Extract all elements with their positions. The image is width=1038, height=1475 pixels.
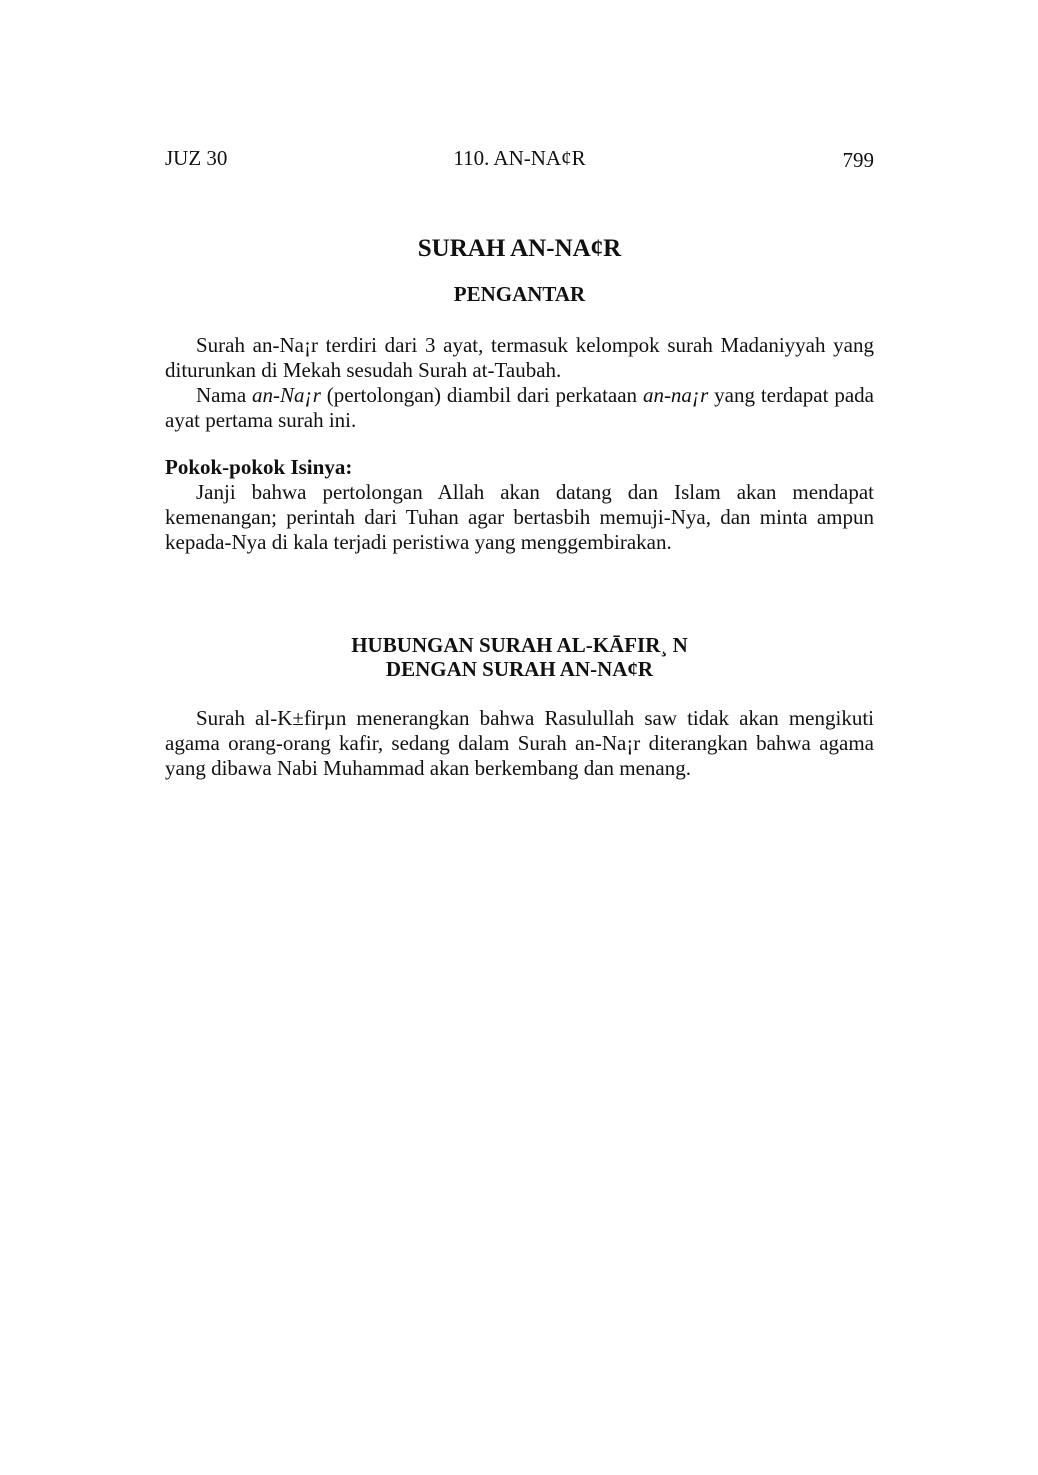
relation-heading-line-1: HUBUNGAN SURAH AL-KĀFIR¸ N: [351, 633, 688, 658]
running-header: [165, 140, 874, 180]
intro-p2-text-a: Nama: [196, 383, 253, 408]
intro-p2-text-e: yang terdapat pada ayat pertama surah ini.: [165, 383, 874, 433]
relation-paragraph: Surah al-K±firµn menerangkan bahwa Rasulullah saw tidak akan mengikuti agama orang-orang kafir, sedang dalam Surah an-Na¡r diterangkan bahwa agama yang dibawa Nabi Muhammad akan berkembang dan menang.: [165, 706, 874, 781]
chapter-label: 110. AN-NA¢R: [453, 146, 586, 170]
juz-label: JUZ 30: [165, 146, 228, 170]
intro-heading: PENGANTAR: [453, 282, 586, 306]
page-number: 799: [842, 148, 874, 172]
surah-title: SURAH AN-NA¢R: [417, 235, 622, 262]
contents-label: Pokok-pokok Isinya:: [165, 455, 353, 480]
intro-paragraph-1: Surah an-Na¡r terdiri dari 3 ayat, termasuk kelompok surah Madaniyyah yang diturunkan di Mekah sesudah Surah at-Taubah.: [165, 333, 874, 383]
relation-heading: [165, 633, 874, 681]
relation-heading-line-2: DENGAN SURAH AN-NA¢R: [385, 657, 654, 682]
document-page: [165, 140, 874, 781]
intro-p2-italic-word: an-na¡r: [642, 383, 709, 408]
intro-paragraph-2: [165, 383, 874, 433]
intro-p2-italic-name: an-Na¡r: [252, 383, 321, 408]
contents-paragraph: Janji bahwa pertolongan Allah akan datang dan Islam akan mendapat kemenangan; perintah dari Tuhan agar bertasbih memuji-Nya, dan minta ampun kepada-Nya di kala terjadi peristiwa yang menggembirakan.: [165, 480, 874, 555]
intro-p2-text-c: (pertolongan) diambil dari perkataan: [320, 383, 643, 408]
